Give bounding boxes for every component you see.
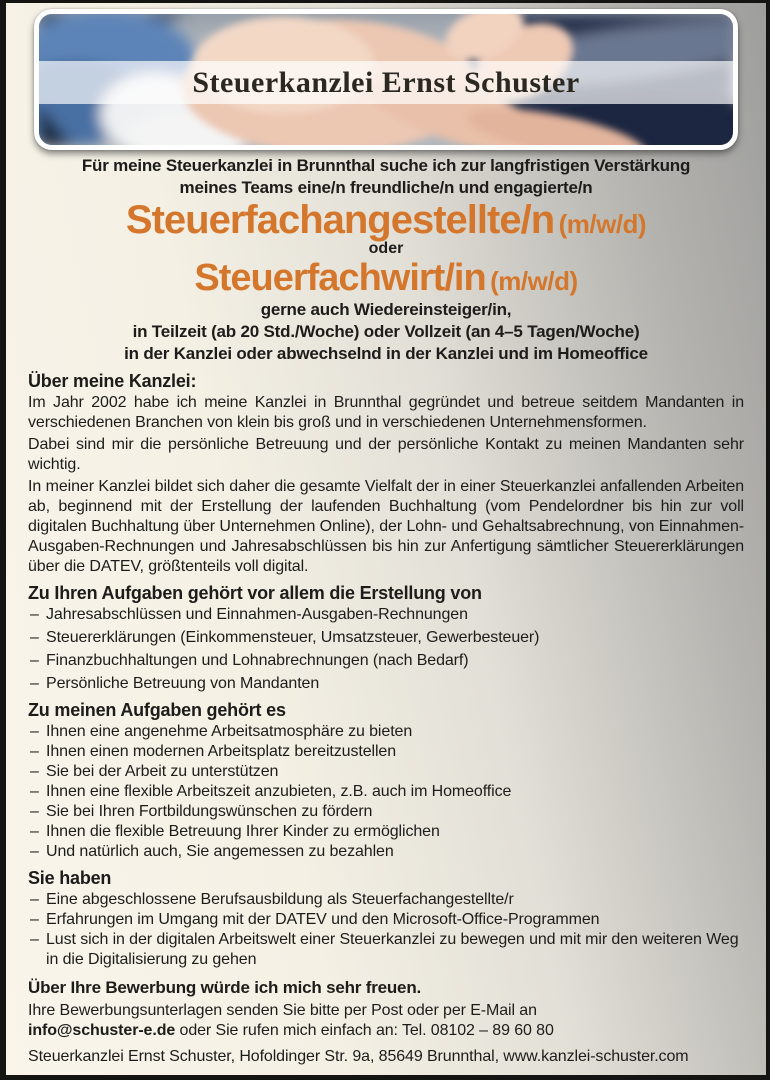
job-title-2 <box>6 259 766 297</box>
list-item <box>28 742 744 762</box>
job-title-connector: oder <box>368 240 404 257</box>
dash-bullet: – <box>30 823 39 840</box>
paragraph: Dabei sind mir die persönliche Betreuung und der persönliche Kontakt zu meinen Mandanten sehr wichtig. <box>28 436 744 473</box>
closing-statement: Über Ihre Bewerbung würde ich mich sehr freuen. <box>28 978 422 997</box>
dash-bullet: – <box>30 843 39 860</box>
list-item-text: Ihnen eine flexible Arbeitszeit anzubieten, z.B. auch im Homeoffice <box>46 783 512 800</box>
list-item <box>28 782 744 802</box>
you-have-heading: Sie haben <box>28 868 112 888</box>
dash-bullet: – <box>30 606 39 623</box>
job-title-1 <box>6 200 766 240</box>
intro-line-2: meines Teams eine/n freundliche/n und engagierte/n <box>179 178 593 197</box>
list-item <box>28 822 744 842</box>
dash-bullet: – <box>30 803 39 820</box>
company-banner-title: Steuerkanzlei Ernst Schuster <box>192 65 580 99</box>
tasks-yours-heading: Zu Ihren Aufgaben gehört vor allem die Erstellung von <box>28 583 482 603</box>
application-instructions <box>28 1001 744 1041</box>
dash-bullet: – <box>30 891 39 908</box>
tasks-mine-list <box>28 722 744 862</box>
list-item-text: Ihnen die flexible Betreuung Ihrer Kinder zu ermöglichen <box>46 823 440 840</box>
intro-text <box>6 155 766 199</box>
list-item-text: Ihnen einen modernen Arbeitsplatz bereitzustellen <box>46 743 396 760</box>
about-heading: Über meine Kanzlei: <box>28 371 197 391</box>
list-item-text: Lust sich in der digitalen Arbeitswelt einer Steuerkanzlei zu bewegen und mit mir den weiteren Weg in die Digitalisierung zu gehen <box>46 931 739 968</box>
about-paragraphs <box>28 393 744 577</box>
list-item-text: Und natürlich auch, Sie angemessen zu bezahlen <box>46 843 394 860</box>
list-item-text: Eine abgeschlossene Berufsausbildung als Steuerfachangestellte/r <box>46 891 514 908</box>
banner-band <box>39 61 733 104</box>
list-item <box>28 930 744 970</box>
application-pre-text: Ihre Bewerbungsunterlagen senden Sie bitte per Post oder per E-Mail an <box>28 1002 537 1019</box>
job-title-1-suffix: (m/w/d) <box>558 209 647 239</box>
job-title-2-suffix: (m/w/d) <box>490 266 578 296</box>
handshake-photo <box>34 9 738 150</box>
condition-line: gerne auch Wiedereinsteiger/in, <box>260 300 512 319</box>
paragraph: In meiner Kanzlei bildet sich daher die gesamte Vielfalt der in einer Steuerkanzlei anfallenden Arbeiten ab, beginnend mit der Erstellung der laufenden Buchhaltung (vom Pendelordner bis hin zur voll digitalen Buchhaltung über Unternehmen Online), der Lohn- und Gehaltsabrechnung, von Einnahmen-Ausgaben-Rechnungen und Jahresabschlüssen bis hin zur Anfertigung sämtlicher Steuererklärungen über die DATEV, größtenteils voll digital. <box>28 478 744 575</box>
dash-bullet: – <box>30 629 39 646</box>
dash-bullet: – <box>30 723 39 740</box>
list-item <box>28 651 744 671</box>
tasks-yours-list <box>28 605 744 694</box>
list-item <box>28 842 744 862</box>
list-item-text: Jahresabschlüssen und Einnahmen-Ausgaben-Rechnungen <box>46 606 468 623</box>
list-item-text: Sie bei Ihren Fortbildungswünschen zu fördern <box>46 803 373 820</box>
body-content <box>6 371 766 1067</box>
dash-bullet: – <box>30 652 39 669</box>
dash-bullet: – <box>30 675 39 692</box>
list-item <box>28 802 744 822</box>
list-item <box>28 628 744 648</box>
condition-line: in der Kanzlei oder abwechselnd in der Kanzlei und im Homeoffice <box>124 344 648 363</box>
dash-bullet: – <box>30 911 39 928</box>
list-item <box>28 890 744 910</box>
email-address: info@schuster-e.de <box>28 1022 176 1039</box>
list-item-text: Persönliche Betreuung von Mandanten <box>46 675 320 692</box>
list-item <box>28 762 744 782</box>
list-item <box>28 910 744 930</box>
list-item <box>28 605 744 625</box>
dash-bullet: – <box>30 783 39 800</box>
intro-line-1: Für meine Steuerkanzlei in Brunnthal suche ich zur langfristigen Verstärkung <box>81 156 691 175</box>
list-item-text: Ihnen eine angenehme Arbeitsatmosphäre zu bieten <box>46 723 413 740</box>
you-have-list <box>28 890 744 970</box>
paragraph: Im Jahr 2002 habe ich meine Kanzlei in Brunnthal gegründet und betreue seitdem Mandanten in verschiedenen Branchen von klein bis groß und in verschiedenen Unternehmensformen. <box>28 394 744 431</box>
tasks-mine-heading: Zu meinen Aufgaben gehört es <box>28 700 286 720</box>
application-post-text: oder Sie rufen mich einfach an: Tel. 08102 – 89 60 80 <box>179 1022 554 1039</box>
condition-line: in Teilzeit (ab 20 Std./Woche) oder Vollzeit (an 4–5 Tagen/Woche) <box>132 322 640 341</box>
dash-bullet: – <box>30 763 39 780</box>
dash-bullet: – <box>30 931 39 948</box>
list-item <box>28 674 744 694</box>
list-item-text: Erfahrungen im Umgang mit der DATEV und den Microsoft-Office-Programmen <box>46 911 600 928</box>
list-item <box>28 722 744 742</box>
job-title-1-text: Steuerfachangestellte/n <box>125 198 555 242</box>
job-title-2-text: Steuerfachwirt/in <box>194 257 486 299</box>
footer-address-line: Steuerkanzlei Ernst Schuster, Hofoldinger Str. 9a, 85649 Brunnthal, www.kanzlei-schuster.com <box>28 1048 689 1065</box>
employment-conditions <box>6 299 766 365</box>
list-item-text: Steuererklärungen (Einkommensteuer, Umsatzsteuer, Gewerbesteuer) <box>46 629 540 646</box>
dash-bullet: – <box>30 743 39 760</box>
list-item-text: Finanzbuchhaltungen und Lohnabrechnungen (nach Bedarf) <box>46 652 469 669</box>
list-item-text: Sie bei der Arbeit zu unterstützen <box>46 763 279 780</box>
